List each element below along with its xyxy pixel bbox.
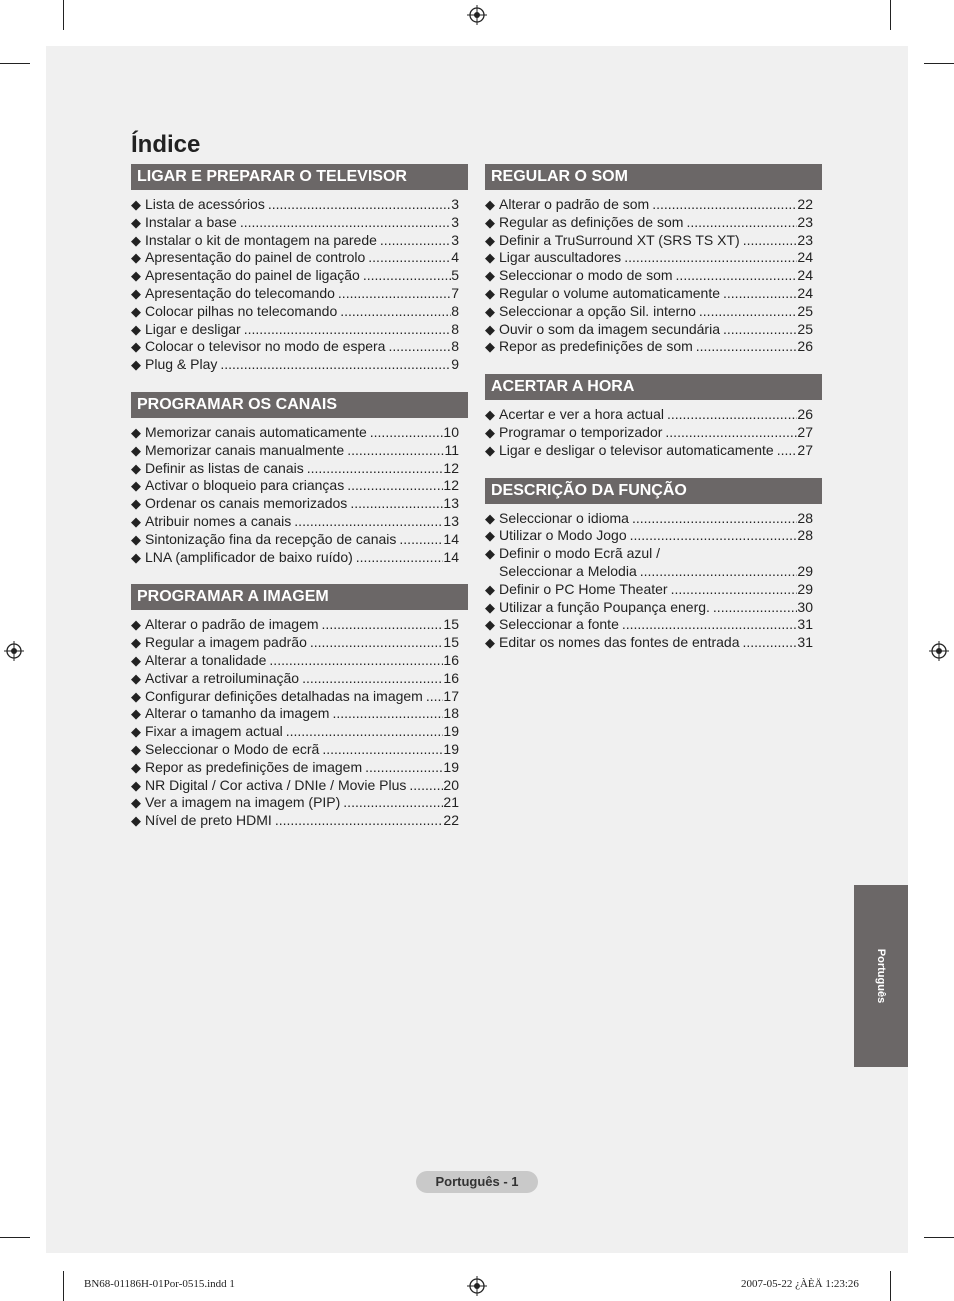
toc-entry-label: Editar os nomes das fontes de entrada — [499, 634, 740, 651]
dot-leader — [720, 321, 797, 339]
toc-entry[interactable] — [485, 303, 822, 321]
toc-entry-label: Alterar a tonalidade — [145, 651, 267, 668]
dot-leader — [337, 303, 451, 321]
toc-entry[interactable] — [131, 812, 468, 830]
toc-entry-label: Definir o modo Ecrã azul / — [499, 545, 661, 562]
dot-leader — [365, 249, 451, 267]
toc-entry[interactable] — [485, 338, 822, 356]
toc-entry-label: Ouvir o som da imagem secundária — [499, 320, 720, 337]
registration-mark-icon — [467, 5, 487, 25]
toc-entry-page: 28 — [797, 527, 813, 544]
diamond-bullet-icon: ◆ — [131, 741, 141, 757]
toc-entry-label: Alterar o padrão de som — [499, 196, 650, 212]
toc-entry-label: Ver a imagem na imagem (PIP) — [145, 794, 341, 811]
dot-leader — [353, 549, 444, 567]
toc-entry-page: 5 — [451, 267, 459, 284]
toc-entry[interactable] — [485, 634, 822, 652]
dot-leader — [329, 705, 443, 723]
toc-entry[interactable] — [485, 321, 822, 339]
dot-leader — [396, 531, 443, 549]
toc-entry-label: Memorizar canais automaticamente — [145, 423, 367, 440]
toc-entry-page: 23 — [797, 213, 813, 230]
dot-leader — [662, 424, 797, 442]
toc-entry[interactable] — [131, 549, 468, 567]
dot-leader — [344, 442, 444, 460]
dot-leader — [335, 285, 451, 303]
dot-leader — [347, 495, 443, 513]
toc-entry[interactable] — [485, 267, 822, 285]
toc-entry[interactable] — [131, 477, 468, 495]
diamond-bullet-icon: ◆ — [131, 670, 141, 686]
diamond-bullet-icon: ◆ — [485, 442, 495, 458]
dot-leader — [423, 688, 444, 706]
toc-entry-label: Apresentação do painel de ligação — [145, 267, 360, 284]
toc-entry-page: 18 — [443, 705, 459, 722]
toc-entry-label: Programar o temporizador — [499, 423, 663, 440]
toc-entry-label: Lista de acessórios — [145, 196, 265, 212]
toc-entry-page: 31 — [797, 634, 813, 651]
diamond-bullet-icon: ◆ — [131, 549, 141, 565]
toc-entry-page: 27 — [797, 441, 813, 458]
toc-entry-label: Fixar a imagem actual — [145, 723, 283, 740]
diamond-bullet-icon: ◆ — [485, 232, 495, 248]
toc-entry-label: Seleccionar o idioma — [499, 509, 629, 526]
toc-entry-page: 19 — [443, 740, 459, 757]
toc-entry[interactable] — [485, 285, 822, 303]
diamond-bullet-icon: ◆ — [131, 513, 141, 529]
toc-entry-page: 12 — [443, 477, 459, 494]
toc-entry-page: 15 — [443, 616, 459, 633]
dot-leader — [299, 670, 443, 688]
toc-entry[interactable] — [485, 249, 822, 267]
diamond-bullet-icon: ◆ — [485, 214, 495, 230]
page-number-badge: Português - 1 — [416, 1171, 538, 1193]
dot-leader — [367, 424, 444, 442]
toc-entry-page: 31 — [797, 616, 813, 633]
toc-entry-label: Acertar e ver a hora actual — [499, 406, 664, 423]
toc-entry-page: 26 — [797, 338, 813, 355]
diamond-bullet-icon: ◆ — [131, 424, 141, 440]
toc-entry-label: Regular o volume automaticamente — [499, 284, 721, 301]
toc-entry-label: Atribuir nomes a canais — [145, 512, 292, 529]
dot-leader — [304, 460, 444, 478]
toc-entry-label: Instalar a base — [145, 213, 237, 230]
diamond-bullet-icon: ◆ — [485, 407, 495, 423]
toc-entry[interactable] — [131, 652, 468, 670]
diamond-bullet-icon: ◆ — [131, 688, 141, 704]
toc-entry[interactable] — [131, 285, 468, 303]
toc-entry-page: 3 — [451, 196, 459, 212]
diamond-bullet-icon: ◆ — [131, 357, 141, 373]
diamond-bullet-icon: ◆ — [131, 321, 141, 337]
toc-section — [485, 374, 822, 459]
section-heading: PROGRAMAR A IMAGEM — [131, 584, 468, 610]
diamond-bullet-icon: ◆ — [131, 652, 141, 668]
toc-entry[interactable] — [131, 249, 468, 267]
language-side-tab — [854, 885, 908, 1067]
toc-section — [485, 164, 822, 356]
toc-entry-page: 8 — [451, 338, 459, 355]
toc-entry-page: 17 — [443, 687, 459, 704]
crop-mark — [924, 1237, 954, 1238]
toc-entry[interactable] — [131, 705, 468, 723]
side-tab-label: Português — [875, 948, 887, 1004]
diamond-bullet-icon: ◆ — [131, 531, 141, 547]
dot-leader — [673, 267, 798, 285]
toc-entry[interactable] — [485, 510, 822, 528]
crop-mark — [63, 0, 64, 30]
diamond-bullet-icon: ◆ — [485, 617, 495, 633]
toc-entry-label: Repor as predefinições de imagem — [145, 758, 363, 775]
diamond-bullet-icon: ◆ — [131, 813, 141, 829]
toc-entry[interactable] — [131, 616, 468, 634]
slug-timestamp: 2007-05-22 ¿ÀÈÄ 1:23:26 — [741, 1278, 859, 1290]
toc-entry-label: Sintonização fina da recepção de canais — [145, 530, 397, 547]
toc-entry-page: 20 — [443, 776, 459, 793]
toc-section — [131, 164, 468, 374]
diamond-bullet-icon: ◆ — [485, 268, 495, 284]
toc-entry-page: 21 — [443, 794, 459, 811]
toc-section — [131, 584, 468, 830]
toc-entry[interactable] — [131, 356, 468, 374]
toc-entry-label: Ligar e desligar o televisor automaticamente — [499, 441, 774, 458]
toc-entry-label: Configurar definições detalhadas na imagem — [145, 687, 423, 704]
toc-entry-label: Utilizar o Modo Jogo — [499, 527, 627, 544]
crop-mark — [890, 1271, 891, 1301]
toc-entry-label: Seleccionar a fonte — [499, 616, 619, 633]
diamond-bullet-icon: ◆ — [131, 478, 141, 494]
toc-entry-page: 8 — [451, 302, 459, 319]
toc-entry[interactable] — [131, 424, 468, 442]
crop-mark — [0, 63, 30, 64]
toc-entry-label: Seleccionar a Melodia — [499, 562, 637, 579]
toc-entry-page: 27 — [797, 423, 813, 440]
toc-entry-page: 4 — [451, 249, 459, 266]
toc-entry-label: Instalar o kit de montagem na parede — [145, 231, 377, 248]
toc-entry-label: Alterar o padrão de imagem — [145, 616, 319, 633]
diamond-bullet-icon: ◆ — [485, 339, 495, 355]
diamond-bullet-icon: ◆ — [131, 442, 141, 458]
diamond-bullet-icon: ◆ — [485, 528, 495, 544]
toc-entry[interactable] — [131, 777, 468, 795]
diamond-bullet-icon: ◆ — [485, 321, 495, 337]
dot-leader — [739, 634, 797, 652]
dot-leader — [649, 196, 797, 214]
toc-entry[interactable] — [131, 232, 468, 250]
toc-entry-page: 14 — [443, 530, 459, 547]
dot-leader — [241, 321, 451, 339]
diamond-bullet-icon: ◆ — [485, 510, 495, 526]
dot-leader — [621, 249, 797, 267]
diamond-bullet-icon: ◆ — [131, 460, 141, 476]
diamond-bullet-icon: ◆ — [485, 285, 495, 301]
toc-entry-page: 15 — [443, 634, 459, 651]
toc-entry-page: 13 — [443, 495, 459, 512]
toc-section — [485, 478, 822, 652]
section-heading: PROGRAMAR OS CANAIS — [131, 392, 468, 418]
toc-entry-label: Activar a retroiluminação — [145, 669, 300, 686]
toc-entry-page: 24 — [797, 249, 813, 266]
dot-leader — [340, 794, 443, 812]
dot-leader — [362, 759, 443, 777]
crop-mark — [0, 1237, 30, 1238]
toc-entry[interactable] — [131, 513, 468, 531]
toc-entry-label: Nível de preto HDMI — [145, 812, 272, 829]
diamond-bullet-icon: ◆ — [485, 635, 495, 651]
diamond-bullet-icon: ◆ — [485, 250, 495, 266]
section-heading: ACERTAR A HORA — [485, 374, 822, 400]
toc-entry-label: Apresentação do telecomando — [145, 284, 335, 301]
dot-leader — [237, 214, 451, 232]
toc-entry[interactable] — [485, 581, 822, 599]
toc-entry[interactable] — [485, 196, 822, 214]
diamond-bullet-icon: ◆ — [131, 285, 141, 301]
registration-mark-icon — [929, 641, 949, 661]
toc-entry-label: Regular as definições de som — [499, 213, 684, 230]
toc-entry-label: Regular a imagem padrão — [145, 634, 307, 651]
toc-entry-label: Seleccionar o Modo de ecrã — [145, 740, 320, 757]
toc-entry-label: Seleccionar a opção Sil. interno — [499, 302, 696, 319]
dot-leader — [385, 338, 451, 356]
diamond-bullet-icon: ◆ — [131, 706, 141, 722]
diamond-bullet-icon: ◆ — [485, 197, 495, 212]
toc-entry-page: 23 — [797, 231, 813, 248]
toc-entry-page: 19 — [443, 758, 459, 775]
dot-leader — [344, 477, 443, 495]
dot-leader — [283, 723, 444, 741]
toc-entry-page: 8 — [451, 320, 459, 337]
diamond-bullet-icon: ◆ — [131, 339, 141, 355]
toc-entry[interactable] — [131, 338, 468, 356]
diamond-bullet-icon: ◆ — [485, 581, 495, 597]
dot-leader — [774, 442, 798, 460]
toc-entry-page: 7 — [451, 284, 459, 301]
toc-entry-label: Utilizar a função Poupança energ. — [499, 598, 710, 615]
toc-entry-label: Plug & Play — [145, 356, 218, 373]
crop-mark — [924, 63, 954, 64]
toc-entry-page: 26 — [797, 406, 813, 423]
toc-entry[interactable] — [131, 634, 468, 652]
toc-entry[interactable] — [131, 531, 468, 549]
toc-entry[interactable] — [485, 545, 822, 581]
dot-leader — [272, 812, 444, 830]
dot-leader — [360, 267, 451, 285]
diamond-bullet-icon: ◆ — [131, 214, 141, 230]
toc-entry[interactable] — [485, 406, 822, 424]
toc-entry-page: 25 — [797, 320, 813, 337]
toc-entry-label: Ordenar os canais memorizados — [145, 495, 348, 512]
toc-entry[interactable] — [485, 214, 822, 232]
toc-entry-label: Apresentação do painel de controlo — [145, 249, 366, 266]
diamond-bullet-icon: ◆ — [485, 599, 495, 615]
toc-entry-label: LNA (amplificador de baixo ruído) — [145, 548, 353, 565]
toc-entry-page: 22 — [797, 196, 813, 212]
section-heading: REGULAR O SOM — [485, 164, 822, 190]
toc-entry-page: 24 — [797, 284, 813, 301]
dot-leader — [720, 285, 797, 303]
toc-entry-page: 3 — [451, 231, 459, 248]
dot-leader — [619, 616, 798, 634]
toc-entry-page: 3 — [451, 213, 459, 230]
toc-entry[interactable] — [485, 616, 822, 634]
dot-leader — [693, 338, 798, 356]
toc-entry[interactable] — [131, 794, 468, 812]
dot-leader — [668, 581, 798, 599]
diamond-bullet-icon: ◆ — [131, 268, 141, 284]
registration-mark-icon — [4, 641, 24, 661]
toc-entry-label: Colocar pilhas no telecomando — [145, 302, 338, 319]
dot-leader — [319, 741, 443, 759]
dot-leader — [627, 527, 798, 545]
toc-entry-page: 28 — [797, 509, 813, 526]
toc-entry[interactable] — [131, 460, 468, 478]
toc-entry-page: 13 — [443, 512, 459, 529]
toc-entry-label: Alterar o tamanho da imagem — [145, 705, 330, 722]
toc-entry-label: Seleccionar o modo de som — [499, 267, 673, 284]
dot-leader — [637, 563, 798, 581]
dot-leader — [266, 652, 443, 670]
dot-leader — [291, 513, 443, 531]
dot-leader — [683, 214, 797, 232]
dot-leader — [406, 777, 443, 795]
toc-entry-page: 22 — [443, 812, 459, 829]
registration-mark-icon — [467, 1276, 487, 1296]
diamond-bullet-icon: ◆ — [131, 617, 141, 633]
toc-entry-label: Repor as predefinições de som — [499, 338, 693, 355]
dot-leader — [710, 599, 798, 617]
diamond-bullet-icon: ◆ — [131, 635, 141, 651]
diamond-bullet-icon: ◆ — [131, 724, 141, 740]
toc-entry-page: 14 — [443, 548, 459, 565]
dot-leader — [740, 232, 798, 250]
diamond-bullet-icon: ◆ — [485, 546, 495, 562]
slug-filename: BN68-01186H-01Por-0515.indd 1 — [84, 1278, 235, 1290]
diamond-bullet-icon: ◆ — [131, 795, 141, 811]
toc-column-left — [131, 164, 468, 848]
toc-entry-page: 11 — [444, 441, 459, 458]
toc-section — [131, 392, 468, 566]
toc-entry-page: 19 — [443, 723, 459, 740]
dot-leader — [629, 510, 797, 528]
toc-entry-label: Memorizar canais manualmente — [145, 441, 345, 458]
toc-entry-page: 10 — [443, 423, 459, 440]
diamond-bullet-icon: ◆ — [485, 303, 495, 319]
diamond-bullet-icon: ◆ — [485, 424, 495, 440]
toc-entry-page: 12 — [443, 459, 459, 476]
dot-leader — [319, 616, 444, 634]
toc-entry[interactable] — [131, 267, 468, 285]
toc-entry-page: 24 — [797, 267, 813, 284]
toc-entry[interactable] — [131, 303, 468, 321]
toc-entry-label: NR Digital / Cor activa / DNIe / Movie Plus — [145, 776, 407, 793]
diamond-bullet-icon: ◆ — [131, 232, 141, 248]
diamond-bullet-icon: ◆ — [131, 303, 141, 319]
toc-entry-page: 9 — [451, 356, 459, 373]
section-heading: LIGAR E PREPARAR O TELEVISOR — [131, 164, 468, 190]
toc-entry-label: Colocar o televisor no modo de espera — [145, 338, 386, 355]
toc-entry[interactable] — [131, 495, 468, 513]
toc-entry-page: 16 — [443, 669, 459, 686]
toc-entry-label: Definir a TruSurround XT (SRS TS XT) — [499, 231, 740, 248]
diamond-bullet-icon: ◆ — [131, 759, 141, 775]
toc-entry-page: 29 — [797, 580, 813, 597]
toc-entry-page: 25 — [797, 302, 813, 319]
toc-entry[interactable] — [131, 688, 468, 706]
dot-leader — [696, 303, 798, 321]
toc-entry[interactable] — [485, 599, 822, 617]
toc-entry-label: Definir as listas de canais — [145, 459, 304, 476]
toc-entry[interactable] — [131, 214, 468, 232]
diamond-bullet-icon: ◆ — [131, 250, 141, 266]
toc-entry[interactable] — [131, 741, 468, 759]
toc-entry-page: 29 — [797, 562, 813, 579]
toc-entry[interactable] — [485, 232, 822, 250]
toc-entry[interactable] — [131, 723, 468, 741]
toc-entry[interactable] — [485, 442, 822, 460]
toc-entry[interactable] — [131, 670, 468, 688]
dot-leader — [265, 196, 451, 214]
diamond-bullet-icon: ◆ — [131, 197, 141, 212]
crop-mark — [63, 1271, 64, 1301]
diamond-bullet-icon: ◆ — [131, 777, 141, 793]
toc-entry-label: Ligar e desligar — [145, 320, 241, 337]
page-title: Índice — [131, 131, 201, 158]
toc-entry[interactable] — [485, 527, 822, 545]
crop-mark — [890, 0, 891, 30]
toc-entry-label: Ligar auscultadores — [499, 249, 622, 266]
toc-entry-page: 30 — [797, 598, 813, 615]
toc-column-right — [485, 164, 822, 670]
section-heading: DESCRIÇÃO DA FUNÇÃO — [485, 478, 822, 504]
toc-entry-page: 16 — [443, 651, 459, 668]
toc-entry[interactable] — [131, 442, 468, 460]
toc-entry[interactable] — [485, 424, 822, 442]
toc-entry[interactable] — [131, 196, 468, 214]
toc-entry[interactable] — [131, 759, 468, 777]
toc-entry[interactable] — [131, 321, 468, 339]
toc-entry-label: Definir o PC Home Theater — [499, 580, 668, 597]
dot-leader — [307, 634, 444, 652]
dot-leader — [217, 356, 451, 374]
dot-leader — [664, 406, 797, 424]
dot-leader — [377, 232, 451, 250]
diamond-bullet-icon: ◆ — [131, 496, 141, 512]
toc-entry-label: Activar o bloqueio para crianças — [145, 477, 345, 494]
